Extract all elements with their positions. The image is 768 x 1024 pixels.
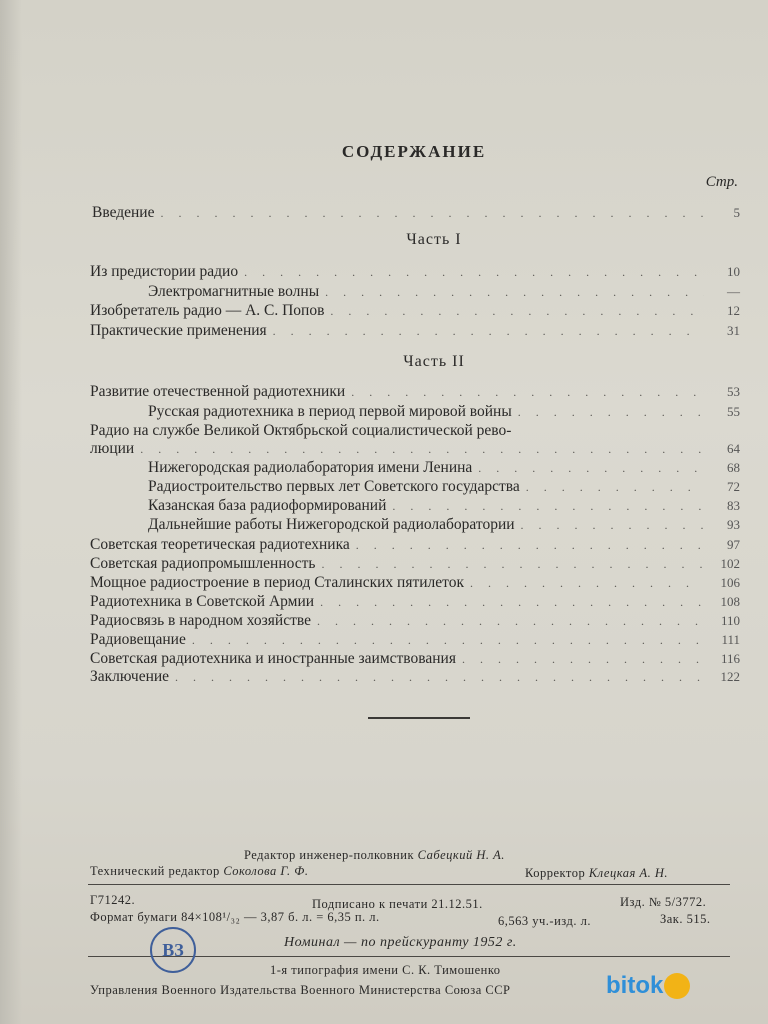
part-2-heading: Часть II <box>403 353 465 370</box>
toc-leader-dots <box>462 652 704 667</box>
toc-leader-dots <box>317 614 704 629</box>
page-column-label: Стр. <box>705 174 738 190</box>
toc-entry-page: 93 <box>727 517 740 532</box>
imprint-price <box>284 935 517 951</box>
library-stamp <box>150 927 196 973</box>
toc-entry <box>148 478 740 498</box>
toc-entry-title: Из предистории радио <box>90 263 239 280</box>
imprint-divider <box>88 884 730 885</box>
stamp-text: ВЗ <box>162 939 184 960</box>
imprint-format: Формат бумаги 84×108¹/₃₂ — 3,87 б. л. = 6,35 п. л. <box>90 910 380 924</box>
toc-leader-dots <box>330 304 704 319</box>
toc-entry-page: 10 <box>727 264 740 279</box>
toc-entry-title: Казанская база радиоформирований <box>148 497 387 514</box>
toc-entry-title: Русская радиотехника в период первой мировой войны <box>148 403 512 420</box>
imprint-order: Зак. 515. <box>660 912 711 926</box>
imprint-corrector <box>525 866 668 881</box>
toc-entry <box>90 668 740 688</box>
toc-leader-dots <box>175 670 704 685</box>
toc-entry <box>148 516 740 536</box>
toc-entry-title: Радиосвязь в народном хозяйстве <box>90 612 311 629</box>
imprint-printer-2: Управления Военного Издательства Военного Министерства Союза ССР <box>90 983 511 997</box>
toc-entry-page: — <box>727 284 740 299</box>
editor-name: Сабецкий Н. А. <box>417 848 505 862</box>
imprint-editor <box>244 848 505 863</box>
toc-entry <box>90 440 740 460</box>
toc-entry-page: 5 <box>733 205 740 220</box>
toc-entry-title: Радио на службе Великой Октябрьской социалистической рево- <box>90 422 512 439</box>
toc-entry <box>90 263 740 283</box>
toc-entry-title: Заключение <box>90 668 170 685</box>
contents-heading: СОДЕРЖАНИЕ <box>341 142 487 161</box>
toc-entry <box>90 612 740 632</box>
toc-entry <box>148 459 740 479</box>
toc-entry <box>90 593 740 613</box>
toc-entry <box>90 631 740 651</box>
toc-leader-dots <box>478 461 704 476</box>
toc-entry-title: Нижегородская радиолаборатория имени Ленина <box>148 459 473 476</box>
toc-entry <box>90 555 740 575</box>
toc-entry <box>90 383 740 403</box>
toc-entry-title: Радиостроительство первых лет Советского государства <box>148 478 520 495</box>
toc-leader-dots <box>325 285 704 300</box>
toc-entry-page: 72 <box>727 479 740 494</box>
toc-leader-dots <box>273 324 704 339</box>
toc-entry-page: 31 <box>727 323 740 338</box>
tech-editor-label: Технический редактор <box>90 864 220 878</box>
toc-entry-page: 64 <box>727 441 740 456</box>
toc-entry <box>148 403 740 423</box>
toc-entry-page: 106 <box>720 575 740 590</box>
toc-entry-title: Электромагнитные волны <box>148 283 320 300</box>
toc-entry-page: 102 <box>720 556 740 571</box>
toc-leader-dots <box>392 499 704 514</box>
toc-entry <box>90 322 740 342</box>
corrector-name: Клецкая А. Н. <box>588 866 668 880</box>
toc-entry-page: 83 <box>727 498 740 513</box>
toc-entry-title: Советская теоретическая радиотехника <box>90 536 350 553</box>
toc-entry <box>90 650 740 670</box>
corrector-label: Корректор <box>525 866 586 880</box>
toc-entry-page: 116 <box>720 651 740 666</box>
imprint-signed: Подписано к печати 21.12.51. <box>312 897 483 911</box>
toc-entry-page: 122 <box>720 669 740 684</box>
toc-entry-page: 53 <box>727 384 740 399</box>
toc-entry-title: Радиотехника в Советской Армии <box>90 593 315 610</box>
watermark-text: bitok <box>606 972 664 999</box>
toc-leader-dots <box>526 480 704 495</box>
toc-entry <box>90 536 740 556</box>
toc-entry <box>90 574 740 594</box>
toc-leader-dots <box>521 518 704 533</box>
toc-entry-title: Советская радиотехника и иностранные заимствования <box>90 650 456 667</box>
toc-leader-dots <box>244 265 704 280</box>
toc-entry-title: Введение <box>92 204 155 221</box>
part-1-heading: Часть I <box>406 231 462 248</box>
toc-entry-page: 108 <box>720 594 740 609</box>
tech-editor-name: Соколова Г. Ф. <box>223 864 309 878</box>
watermark-logo <box>606 968 736 1004</box>
toc-entry-page: 110 <box>720 613 740 628</box>
imprint-izd: Изд. № 5/3772. <box>620 895 707 909</box>
toc-leader-dots <box>140 442 704 457</box>
toc-entry-page: 12 <box>727 303 740 318</box>
toc-leader-dots <box>351 385 704 400</box>
toc-entry-title: Дальнейшие работы Нижегородской радиолаборатории <box>148 516 515 533</box>
toc-entry <box>90 422 740 442</box>
toc-leader-dots <box>470 576 704 591</box>
toc-entry-title: Радиовещание <box>90 631 186 648</box>
toc-entry <box>148 283 740 303</box>
toc-leader-dots <box>518 405 704 420</box>
toc-entry <box>92 204 740 224</box>
toc-leader-dots <box>192 633 704 648</box>
imprint-volume: 6,563 уч.-изд. л. <box>498 914 591 928</box>
toc-leader-dots <box>322 557 705 572</box>
toc-entry-title: Развитие отечественной радиотехники <box>90 383 346 400</box>
imprint-printer-1: 1-я типография имени С. К. Тимошенко <box>270 963 501 977</box>
toc-entry-page: 97 <box>727 537 740 552</box>
section-divider <box>368 717 470 719</box>
toc-leader-dots <box>160 206 704 221</box>
toc-entry-title: Мощное радиостроение в период Сталинских пятилеток <box>90 574 464 591</box>
toc-entry <box>148 497 740 517</box>
toc-entry-title: Советская радиопромышленность <box>90 555 316 572</box>
toc-entry-page: 55 <box>727 404 740 419</box>
toc-entry-title: Изобретатель радио — А. С. Попов <box>90 302 325 319</box>
toc-entry-page: 111 <box>721 632 740 647</box>
toc-leader-dots <box>320 595 704 610</box>
imprint-code: Г71242. <box>90 893 136 907</box>
toc-entry-title: люции <box>90 440 135 457</box>
imprint-tech-editor <box>90 864 308 879</box>
sun-icon <box>664 973 690 999</box>
toc-entry <box>90 302 740 322</box>
editor-label: Редактор инженер-полковник <box>244 848 415 862</box>
toc-leader-dots <box>356 538 704 553</box>
toc-entry-page: 68 <box>727 460 740 475</box>
toc-entry-title: Практические применения <box>90 322 267 339</box>
price-text: Номинал — по прейскуранту 1952 г. <box>284 935 517 950</box>
